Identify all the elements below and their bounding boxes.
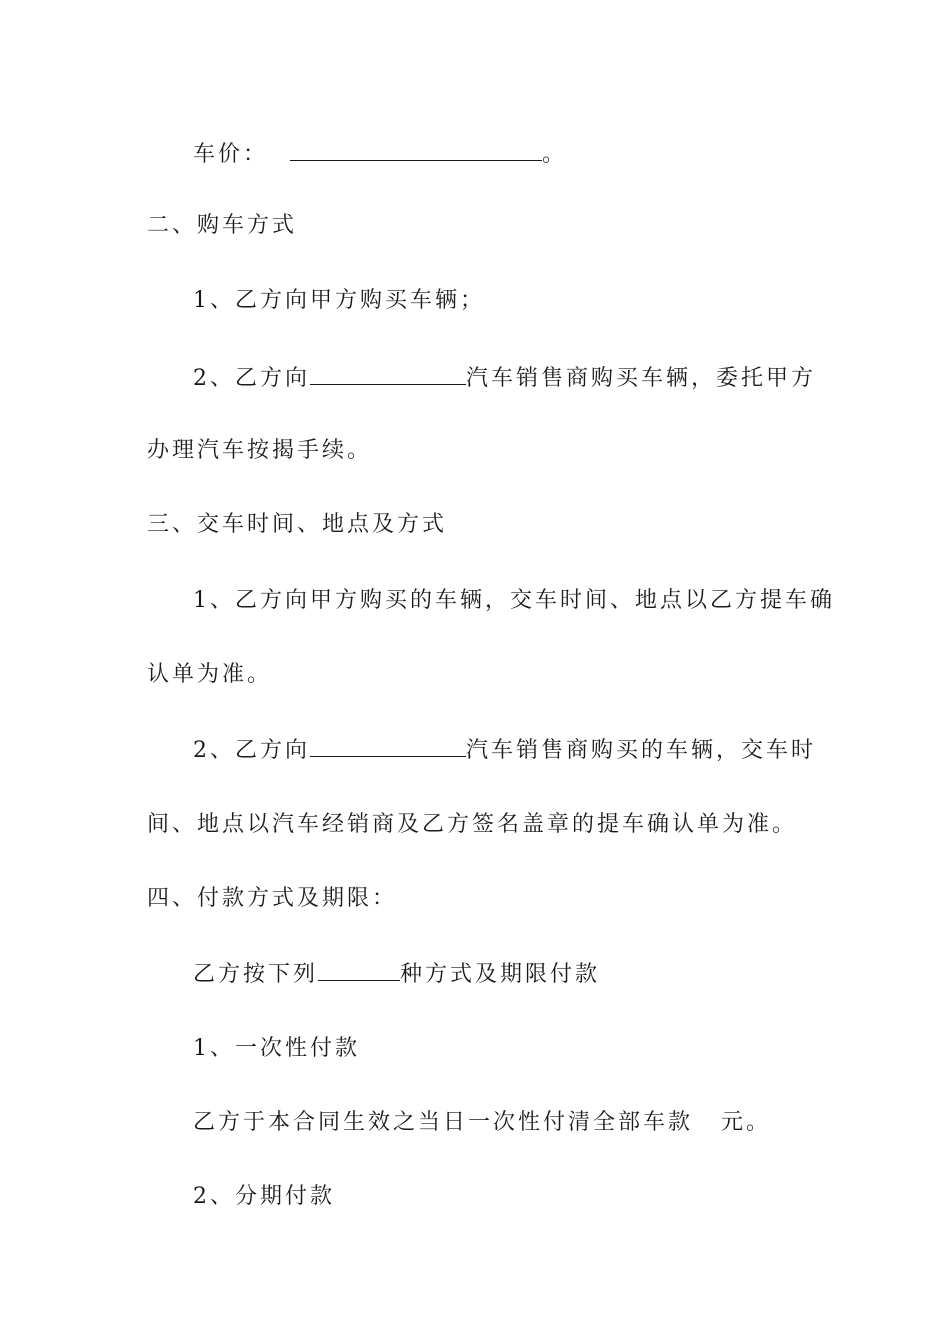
section-3-item-2-suffix: 汽车销售商购买的车辆，交车时	[466, 738, 817, 763]
section-4-item-1-text-suffix: 元。	[721, 1110, 772, 1135]
section-2-item-2-prefix: 2、乙方向	[193, 366, 310, 391]
method-count-blank	[318, 958, 400, 981]
section-3-item-2-prefix: 2、乙方向	[193, 738, 310, 763]
section-2-item-2-cont: 办理汽车按揭手续。	[147, 438, 373, 463]
section-3-heading: 三、交车时间、地点及方式	[147, 512, 448, 537]
car-price-line	[193, 138, 567, 170]
section-3-item-2-cont: 间、地点以汽车经销商及乙方签名盖章的提车确认单为准。	[147, 812, 798, 837]
section-2-item-2-suffix: 汽车销售商购买车辆，委托甲方	[466, 366, 817, 391]
section-4-item-1-text-prefix: 乙方于本合同生效之当日一次性付清全部车款	[193, 1110, 694, 1135]
dealer-blank	[310, 362, 466, 385]
section-4-item-1: 1、一次性付款	[193, 1036, 360, 1061]
section-4-intro	[193, 958, 600, 990]
section-4-item-1-text	[193, 1108, 771, 1138]
section-3-item-1-cont: 认单为准。	[147, 662, 273, 687]
section-2-item-2	[193, 362, 816, 394]
dealer-blank-2	[310, 734, 466, 757]
section-2-heading: 二、购车方式	[147, 213, 298, 238]
car-price-label: 车价：	[193, 142, 269, 167]
car-price-suffix: 。	[542, 142, 568, 167]
section-4-item-2: 2、分期付款	[193, 1184, 335, 1209]
section-4-intro-prefix: 乙方按下列	[193, 962, 319, 987]
section-4-heading: 四、付款方式及期限：	[147, 886, 398, 911]
section-3-item-2	[193, 734, 816, 766]
section-4-intro-suffix: 种方式及期限付款	[400, 962, 601, 987]
car-price-blank	[290, 138, 542, 161]
section-3-item-1: 1、乙方向甲方购买的车辆，交车时间、地点以乙方提车确	[193, 588, 835, 613]
section-2-item-1: 1、乙方向甲方购买车辆；	[193, 288, 485, 313]
